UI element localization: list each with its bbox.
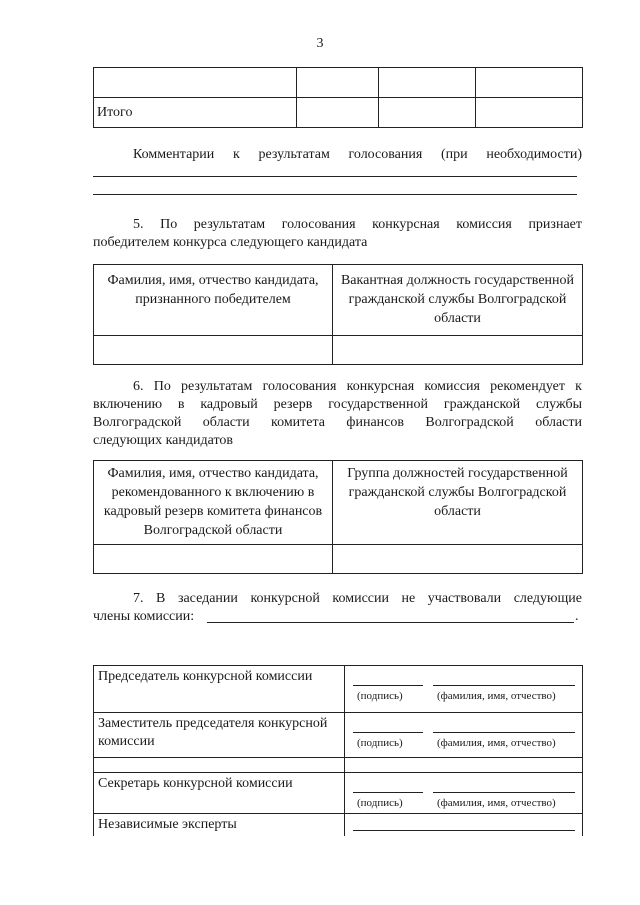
table-cell xyxy=(94,336,333,365)
name-caption: (фамилия, имя, отчество) xyxy=(437,737,556,749)
chair-role: Председатель конкурсной комиссии xyxy=(94,666,345,713)
signature-row xyxy=(94,814,583,837)
signature-cell xyxy=(345,713,583,758)
section6-line2: включению в кадровый резерв государственной гражданской службы xyxy=(93,397,582,412)
table-cell xyxy=(94,68,297,98)
spacer-row xyxy=(94,758,583,773)
section7-period: . xyxy=(575,609,579,624)
table-cell xyxy=(333,545,583,574)
signature-cell xyxy=(345,814,583,837)
table-cell xyxy=(94,758,345,773)
section5-line1: 5. По результатам голосования конкурсная комиссия признает xyxy=(133,217,582,232)
comments-line xyxy=(93,176,577,177)
table-row xyxy=(94,545,583,574)
signature-line xyxy=(353,792,423,793)
voting-results-table xyxy=(93,67,583,128)
table-row xyxy=(94,336,583,365)
signature-line xyxy=(353,732,423,733)
signature-caption: (подпись) xyxy=(357,797,403,809)
absent-members-line xyxy=(207,622,574,623)
comments-line xyxy=(93,194,577,195)
table-row xyxy=(94,68,583,98)
winner-name-header: Фамилия, имя, отчество кандидата, признанного победителем xyxy=(94,265,333,336)
experts-role: Независимые эксперты xyxy=(94,814,345,837)
page-number: 3 xyxy=(316,36,324,51)
table-cell xyxy=(297,68,379,98)
reserve-table xyxy=(93,460,583,574)
table-row xyxy=(94,98,583,128)
signature-line xyxy=(353,830,575,831)
comments-label: Комментарии к результатам голосования (при необходимости) xyxy=(133,147,582,162)
secretary-role: Секретарь конкурсной комиссии xyxy=(94,773,345,814)
deputy-chair-role: Заместитель председателя конкурсной комиссии xyxy=(94,713,345,758)
table-cell xyxy=(379,68,476,98)
section6-line1: 6. По результатам голосования конкурсная комиссия рекомендует к xyxy=(133,379,582,394)
total-label: Итого xyxy=(94,98,297,128)
table-header-row xyxy=(94,265,583,336)
name-caption: (фамилия, имя, отчество) xyxy=(437,797,556,809)
name-line xyxy=(433,685,575,686)
section5-line2: победителем конкурса следующего кандидата xyxy=(93,235,368,250)
signature-row xyxy=(94,713,583,758)
table-cell xyxy=(94,545,333,574)
signature-caption: (подпись) xyxy=(357,737,403,749)
table-cell xyxy=(476,98,583,128)
position-group-header: Группа должностей государственной гражданской службы Волгоградской области xyxy=(333,461,583,545)
winner-table xyxy=(93,264,583,365)
table-header-row xyxy=(94,461,583,545)
signatures-table xyxy=(93,665,583,836)
section7-line2: члены комиссии: xyxy=(93,609,195,624)
signature-row xyxy=(94,666,583,713)
vacant-position-header: Вакантная должность государственной гражданской службы Волгоградской области xyxy=(333,265,583,336)
signature-line xyxy=(353,685,423,686)
table-cell xyxy=(379,98,476,128)
signature-cell xyxy=(345,773,583,814)
table-cell xyxy=(345,758,583,773)
name-caption: (фамилия, имя, отчество) xyxy=(437,690,556,702)
signature-row xyxy=(94,773,583,814)
signature-cell xyxy=(345,666,583,713)
section7-line1: 7. В заседании конкурсной комиссии не участвовали следующие xyxy=(133,591,582,606)
recommended-name-header: Фамилия, имя, отчество кандидата, рекомендованного к включению в кадровый резерв комитета финансов Волгоградской области xyxy=(94,461,333,545)
name-line xyxy=(433,792,575,793)
signature-caption: (подпись) xyxy=(357,690,403,702)
name-line xyxy=(433,732,575,733)
table-cell xyxy=(476,68,583,98)
table-cell xyxy=(333,336,583,365)
section6-line3: Волгоградской области комитета финансов Волгоградской области xyxy=(93,415,582,430)
section6-line4: следующих кандидатов xyxy=(93,433,234,448)
table-cell xyxy=(297,98,379,128)
